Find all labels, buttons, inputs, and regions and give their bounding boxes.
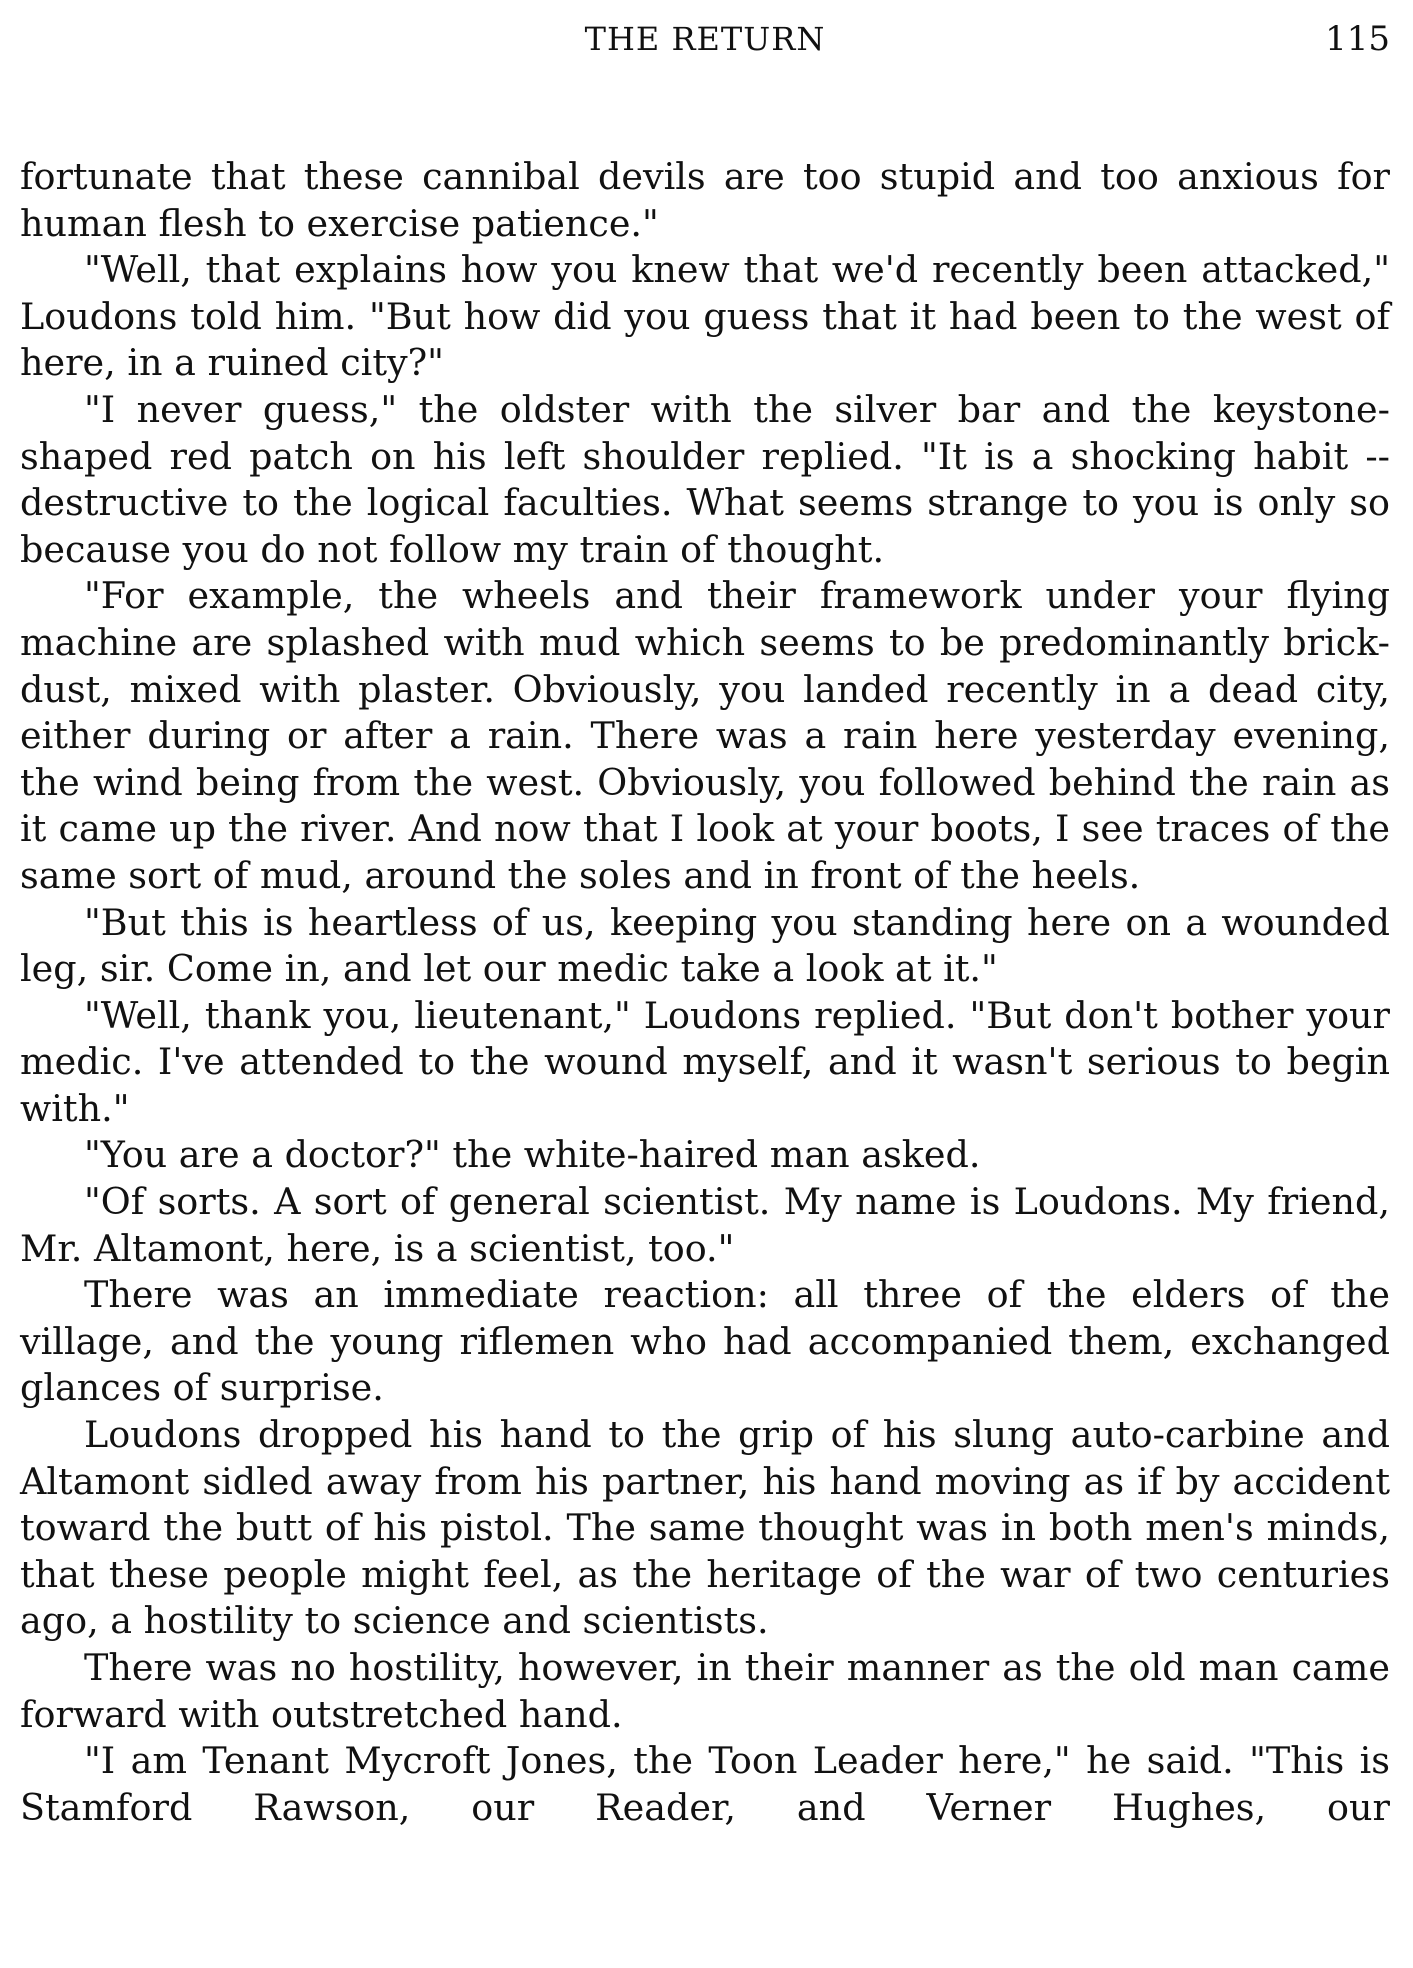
paragraph: "Well, thank you, lieutenant," Loudons replied. "But don't bother your medic. I've attended to the wound myself, and it wasn't serious to begin with." [20,993,1390,1130]
paragraph: "But this is heartless of us, keeping you standing here on a wounded leg, sir. Come in, and let our medic take a look at it." [20,900,1390,991]
paragraph: "For example, the wheels and their framework under your flying machine are splashed with mud which seems to be predominantly brick-dust, mixed with plaster. Obviously, you landed recently in a dead city, either during or after a rain. There was a rain here yesterday evening, the wind being from the west. Obviously, you followed behind the rain as it came up the river. And now that I look at your boots, I see traces of the same sort of mud, around the soles and in front of the heels. [20,574,1390,897]
paragraph: "I never guess," the oldster with the silver bar and the keystone-shaped red patch on his left shoulder replied. "It is a shocking habit -- destructive to the logical faculties. What seems strange to you is only so because you do not follow my train of thought. [20,387,1390,571]
paragraph: "You are a doctor?" the white-haired man asked. [84,1133,981,1177]
paragraph: There was an immediate reaction: all three of the elders of the village, and the young riflemen who had accompanied them, exchanged glances of surprise. [20,1273,1390,1410]
paragraph: fortunate that these cannibal devils are too stupid and too anxious for human flesh to exercise patience." [20,155,1390,245]
paragraph: Loudons dropped his hand to the grip of his slung auto-carbine and Altamont sidled away from his partner, his hand moving as if by accident toward the butt of his pistol. The same thought was in both men's minds, that these people might feel, as the heritage of the war of two centuries ago, a hostility to science and scientists. [20,1413,1390,1643]
running-title: THE RETURN [584,20,826,58]
running-head [20,14,1390,64]
paragraph: "Of sorts. A sort of general scientist. My name is Loudons. My friend, Mr. Altamont, here, is a scientist, too." [20,1180,1390,1270]
body-text [20,154,1390,1831]
paragraph: There was no hostility, however, in their manner as the old man came forward with outstretched hand. [20,1646,1390,1736]
page-number: 115 [1325,19,1390,59]
paragraph: "Well, that explains how you knew that we'd recently been attacked," Loudons told him. "But how did you guess that it had been to the west of here, in a ruined city?" [20,248,1390,385]
paragraph: "I am Tenant Mycroft Jones, the Toon Leader here," he said. "This is Stamford Rawson, our Reader, and Verner Hughes, our [20,1739,1390,1829]
